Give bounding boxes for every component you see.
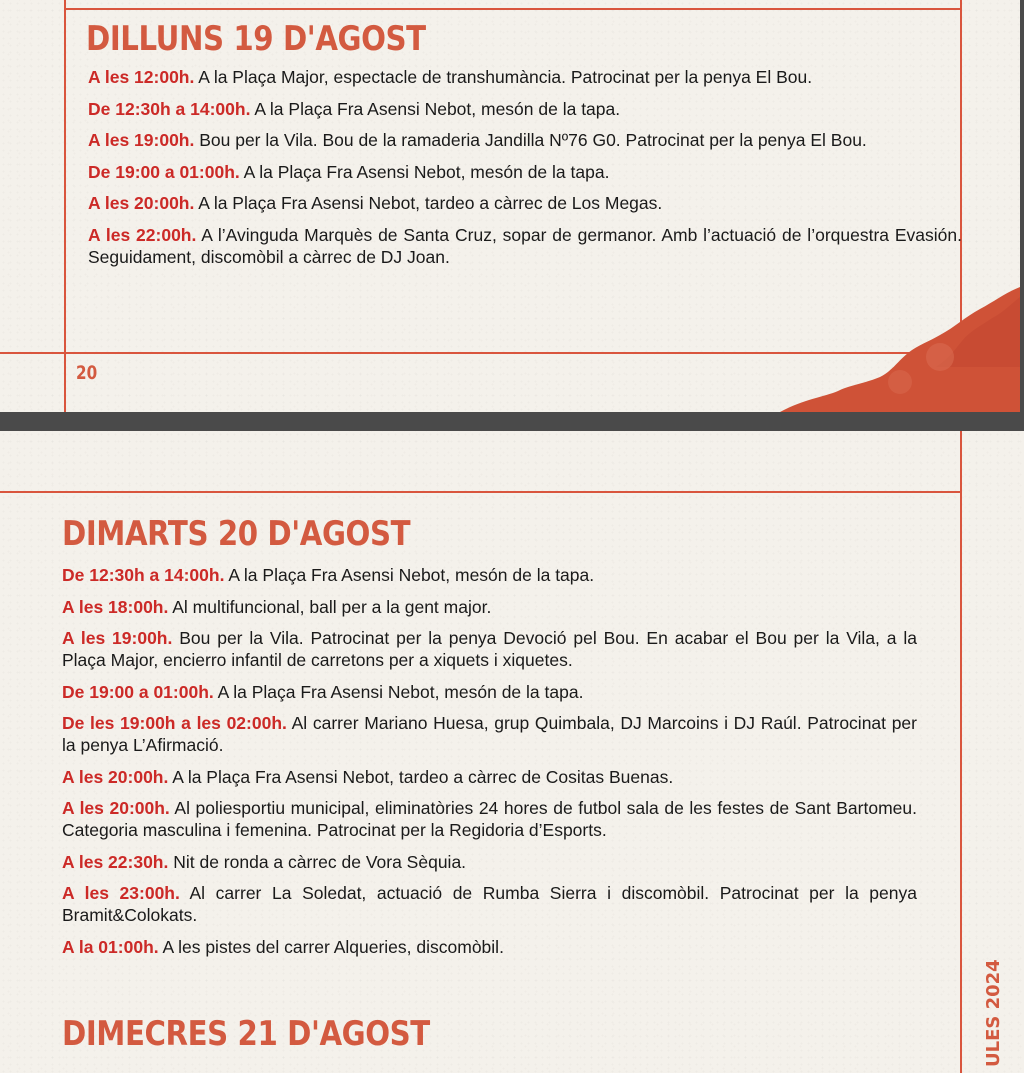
event-time: A les 20:00h. [88,193,195,213]
paint-splash-decoration [780,287,1020,412]
event-description: Nit de ronda a càrrec de Vora Sèquia. [168,851,467,872]
page-20 [0,0,1020,412]
event-time: A les 12:00h. [88,67,195,87]
event-list-monday [88,66,962,277]
event-item [62,712,917,756]
event-time: De 19:00 a 01:00h. [88,161,240,182]
side-label: ULES 2024 [983,959,1004,1067]
event-description: A la Plaça Major, espectacle de transhumància. Patrocinat per la penya El Bou. [194,67,813,87]
event-description: A la Plaça Fra Asensi Nebot, tardeo a càrrec de Cositas Buenas. [168,766,674,787]
event-time: De 12:30h a 14:00h. [62,565,225,585]
day-title-tuesday: DIMARTS 20 D'AGOST [62,514,411,554]
event-item [62,936,917,958]
event-time: A les 20:00h. [62,798,170,818]
day-title-wednesday: DIMECRES 21 D'AGOST [62,1014,430,1054]
event-time: De 19:00 a 01:00h. [62,681,214,702]
page-21 [0,431,1024,1073]
day-title-monday: DILLUNS 19 D'AGOST [86,19,426,59]
event-item [88,161,962,183]
event-time: A les 19:00h. [62,628,173,648]
event-item [88,224,962,268]
event-description: A la Plaça Fra Asensi Nebot, mesón de la tapa. [224,565,595,585]
event-item [88,129,962,151]
event-description: A la Plaça Fra Asensi Nebot, mesón de la tapa. [213,681,584,702]
event-item [62,564,917,586]
event-description: A les pistes del carrer Alqueries, discomòbil. [158,936,504,957]
event-description: Al carrer La Soledat, actuació de Rumba Sierra i discomòbil. Patrocinat per la penya Bramit&Colokats. [62,883,917,925]
event-time: A la 01:00h. [62,936,159,957]
event-time: A les 18:00h. [62,596,169,617]
event-time: De 12:30h a 14:00h. [88,98,251,119]
event-description: A la Plaça Fra Asensi Nebot, mesón de la tapa. [250,98,621,119]
event-item [62,627,917,671]
event-description: Bou per la Vila. Patrocinat per la penya Devoció pel Bou. En acabar el Bou per la Vila, a la Plaça Major, encierro infantil de carretons per a xiquets i xiquetes. [62,628,917,670]
event-item [88,98,962,120]
event-description: A la Plaça Fra Asensi Nebot, tardeo a càrrec de Los Megas. [194,193,663,213]
event-description: Al multifuncional, ball per a la gent major. [168,596,492,617]
event-item [62,851,917,873]
frame-line-left [64,0,66,412]
event-list-tuesday [62,564,917,967]
event-item [62,882,917,926]
event-item [88,192,962,214]
event-description: Al carrer Mariano Huesa, grup Quimbala, DJ Marcoins i DJ Raúl. Patrocinat per la penya L’Afirmació. [62,713,917,755]
page-number: 20 [76,362,98,384]
event-description: A l’Avinguda Marquès de Santa Cruz, sopar de germanor. Amb l’actuació de l’orquestra Evasión. Seguidament, discomòbil a càrrec de DJ Joan. [88,224,962,267]
frame-line-top [64,8,960,10]
event-time: A les 22:30h. [62,851,169,872]
event-time: A les 20:00h. [62,766,169,787]
event-time: A les 19:00h. [88,130,195,150]
event-item [62,797,917,841]
event-description: Bou per la Vila. Bou de la ramaderia Jandilla Nº76 G0. Patrocinat per la penya El Bou. [194,130,867,150]
frame-line-right [960,431,962,1073]
event-time: De les 19:00h a les 02:00h. [62,713,287,733]
event-description: A la Plaça Fra Asensi Nebot, mesón de la tapa. [239,161,610,182]
event-time: A les 22:00h. [88,224,197,245]
event-item [62,596,917,618]
event-item [88,66,962,88]
event-item [62,681,917,703]
event-time: A les 23:00h. [62,883,180,903]
frame-line-top [0,491,960,493]
event-description: Al poliesportiu municipal, eliminatòries 24 hores de futbol sala de les festes de Sant Bartomeu. Categoria masculina i femenina. Patrocinat per la Regidoria d’Esports. [62,798,917,840]
event-item [62,766,917,788]
